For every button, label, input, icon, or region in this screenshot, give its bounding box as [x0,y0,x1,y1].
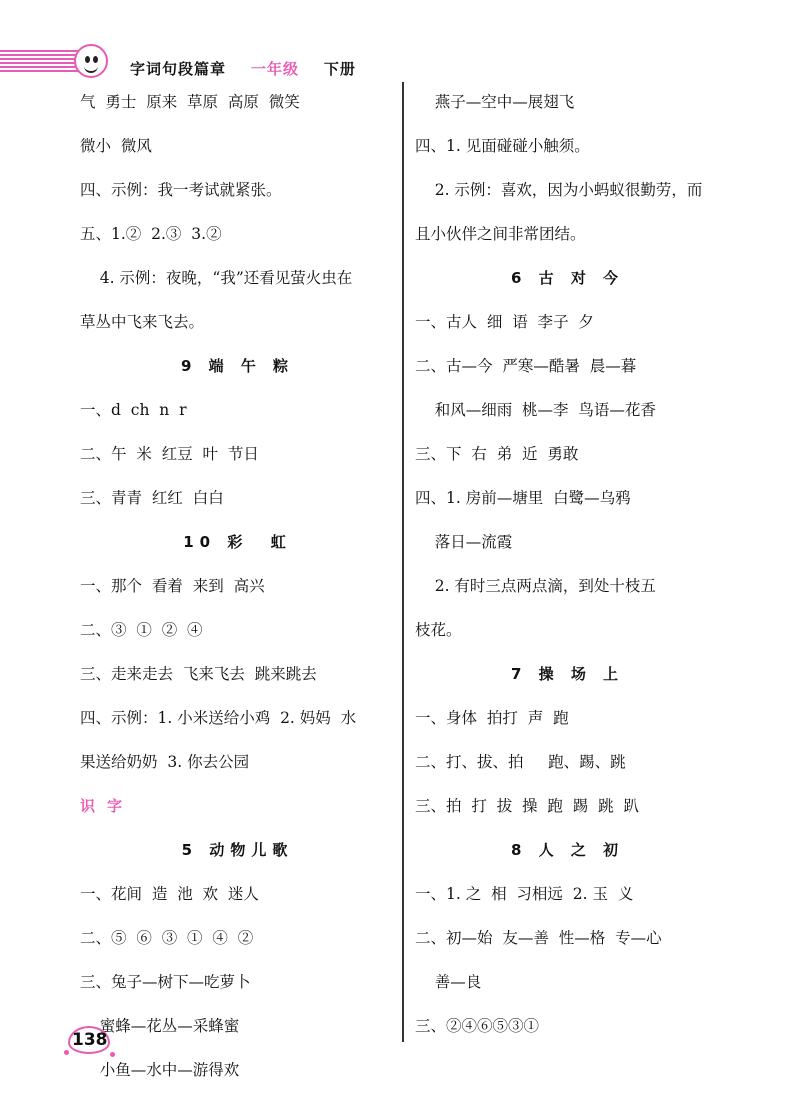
answer-line: 二、⑤ ⑥ ③ ① ④ ② [80,929,254,947]
page-number-badge [64,1020,116,1060]
lesson-title: 10 彩 虹 [183,533,292,551]
answer-line: 枝花。 [415,621,462,639]
answer-line: 果送给奶奶 3. 你去公园 [80,753,250,771]
section-heading: 识字 [80,797,135,815]
answer-line: 三、走来走去 飞来飞去 跳来跳去 [80,665,317,683]
answer-line: 四、1. 房前—塘里 白鹭—乌鸦 [415,489,631,507]
answer-line: 二、午 米 红豆 叶 节日 [80,445,259,463]
answer-line: 四、示例：我一考试就紧张。 [80,181,282,199]
answer-line: 五、1.② 2.③ 3.② [80,225,222,243]
answer-line: 二、③ ① ② ④ [80,621,203,639]
answer-line: 四、示例：1. 小米送给小鸡 2. 妈妈 水 [80,709,357,727]
answer-line: 2. 示例：喜欢，因为小蚂蚁很勤劳，而 [415,181,703,199]
answer-line: 落日—流霞 [415,533,513,551]
book-title: 字词句段篇章 [130,60,227,78]
header-stripes [0,50,82,74]
left-column [80,80,395,1092]
answer-line: 微小 微风 [80,137,152,155]
answer-line: 善—良 [415,973,482,991]
lesson-title: 9 端 午 粽 [180,357,295,375]
page-number: 138 [72,1030,108,1050]
answer-line: 二、初—始 友—善 性—格 专—心 [415,929,662,947]
answer-line: 二、打、拔、拍 跑、踢、跳 [415,753,626,771]
lesson-title: 5 动物儿歌 [181,841,294,859]
lesson-title: 6 古 对 今 [510,269,625,287]
right-column [415,80,720,1048]
answer-line: 一、古人 细 语 李子 夕 [415,313,594,331]
answer-line: 三、兔子—树下—吃萝卜 [80,973,251,991]
answer-line: 小鱼—水中—游得欢 [80,1061,240,1079]
answer-line: 和风—细雨 桃—李 鸟语—花香 [415,401,656,419]
answer-line: 三、青青 红红 白白 [80,489,224,507]
answer-line: 一、d ch n r [80,401,187,419]
answer-line: 四、1. 见面碰碰小触须。 [415,137,590,155]
answer-line: 一、那个 看着 来到 高兴 [80,577,265,595]
answer-line: 且小伙伴之间非常团结。 [415,225,586,243]
answer-line: 三、拍 打 拔 操 跑 踢 跳 趴 [415,797,639,815]
answer-line: 草丛中飞来飞去。 [80,313,205,331]
volume-label: 下册 [323,60,356,78]
answer-line: 4. 示例：夜晚，“我”还看见萤火虫在 [80,269,353,287]
header-title-group [130,58,356,79]
answer-line: 一、花间 造 池 欢 迷人 [80,885,259,903]
lesson-title: 8 人 之 初 [510,841,625,859]
mascot-icon [74,44,108,78]
answer-line: 2. 有时三点两点滴，到处十枝五 [415,577,656,595]
answer-line: 气 勇士 原来 草原 高原 微笑 [80,93,300,111]
answer-line: 蜜蜂—花丛—采蜂蜜 [80,1017,240,1035]
answer-line: 三、②④⑥⑤③① [415,1017,540,1035]
answer-line: 二、古—今 严寒—酷暑 晨—暮 [415,357,637,375]
answer-line: 一、1. 之 相 习相远 2. 玉 义 [415,885,634,903]
grade-label: 一年级 [250,60,299,78]
answer-line: 一、身体 拍打 声 跑 [415,709,569,727]
answer-line: 三、下 右 弟 近 勇敢 [415,445,579,463]
column-divider [402,82,404,1042]
page-header [0,44,800,84]
answer-line: 燕子—空中—展翅飞 [415,93,575,111]
lesson-title: 7 操 场 上 [510,665,625,683]
